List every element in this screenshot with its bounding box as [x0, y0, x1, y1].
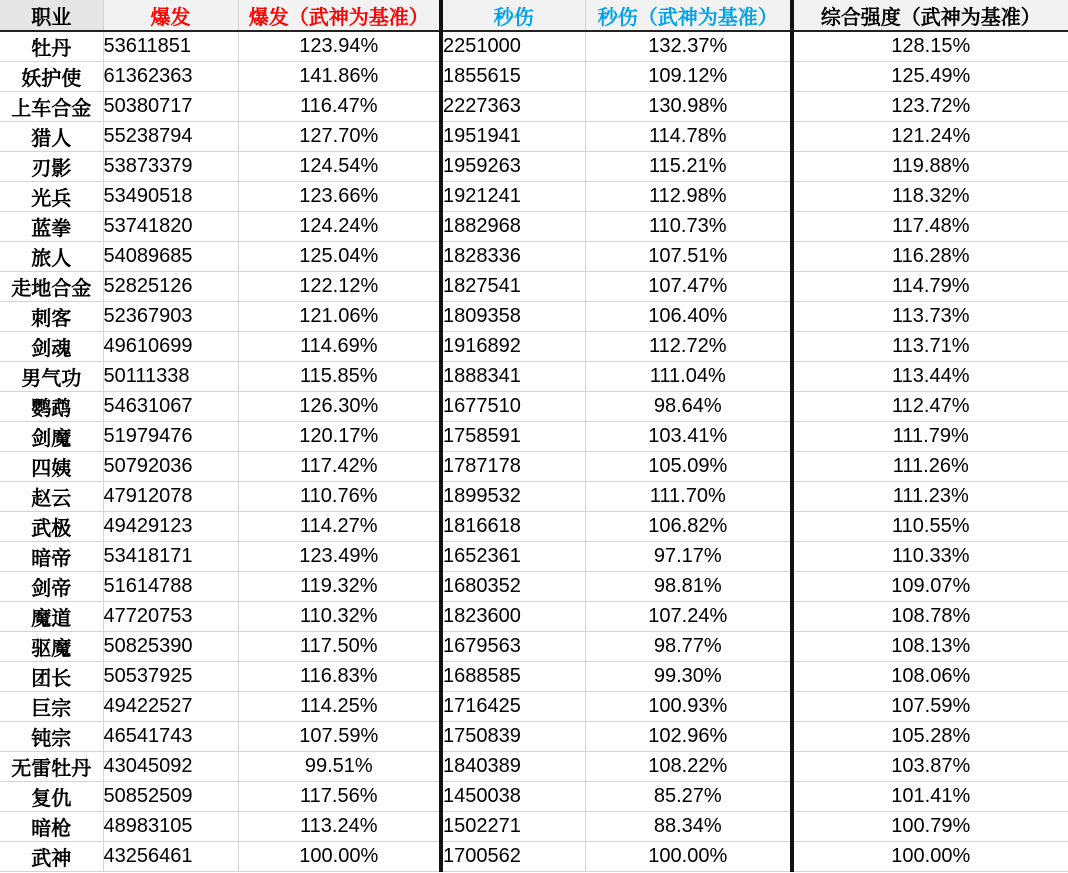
cell-burst[interactable]: 50380717: [103, 92, 238, 122]
cell-sec[interactable]: 1679563: [441, 632, 585, 662]
cell-burst[interactable]: 52367903: [103, 302, 238, 332]
cell-sec-ratio[interactable]: 106.82%: [585, 512, 792, 542]
header-burst[interactable]: 爆发: [103, 0, 238, 31]
table-row: [0, 662, 1068, 692]
table-row: [0, 722, 1068, 752]
header-sec[interactable]: 秒伤: [441, 0, 585, 31]
cell-overall[interactable]: 107.59%: [792, 692, 1068, 722]
cell-burst[interactable]: 52825126: [103, 272, 238, 302]
cell-burst-ratio[interactable]: 114.27%: [238, 512, 441, 542]
cell-sec[interactable]: 1787178: [441, 452, 585, 482]
cell-burst[interactable]: 47720753: [103, 602, 238, 632]
cell-overall[interactable]: 105.28%: [792, 722, 1068, 752]
cell-overall[interactable]: 110.33%: [792, 542, 1068, 572]
cell-job[interactable]: 钝宗: [0, 722, 103, 752]
cell-sec[interactable]: 1809358: [441, 302, 585, 332]
cell-job[interactable]: 驱魔: [0, 632, 103, 662]
cell-burst[interactable]: 53873379: [103, 152, 238, 182]
cell-burst[interactable]: 43256461: [103, 842, 238, 872]
cell-sec-ratio[interactable]: 98.77%: [585, 632, 792, 662]
cell-sec[interactable]: 1840389: [441, 752, 585, 782]
cell-burst[interactable]: 43045092: [103, 752, 238, 782]
table-row: [0, 482, 1068, 512]
cell-sec-ratio[interactable]: 107.51%: [585, 242, 792, 272]
cell-sec[interactable]: 1959263: [441, 152, 585, 182]
cell-job[interactable]: 赵云: [0, 482, 103, 512]
cell-job[interactable]: 四姨: [0, 452, 103, 482]
cell-overall[interactable]: 108.06%: [792, 662, 1068, 692]
cell-overall[interactable]: 109.07%: [792, 572, 1068, 602]
header-job[interactable]: 职业: [0, 0, 103, 31]
cell-burst[interactable]: 50537925: [103, 662, 238, 692]
cell-sec-ratio[interactable]: 97.17%: [585, 542, 792, 572]
cell-burst[interactable]: 51979476: [103, 422, 238, 452]
cell-sec[interactable]: 1828336: [441, 242, 585, 272]
cell-burst[interactable]: 61362363: [103, 62, 238, 92]
header-overall[interactable]: 综合强度（武神为基准）: [792, 0, 1068, 31]
table-body: [0, 31, 1068, 872]
cell-job[interactable]: 复仇: [0, 782, 103, 812]
cell-overall[interactable]: 100.79%: [792, 812, 1068, 842]
cell-burst-ratio[interactable]: 124.24%: [238, 212, 441, 242]
cell-job[interactable]: 暗帝: [0, 542, 103, 572]
table-row: [0, 242, 1068, 272]
cell-burst[interactable]: 54089685: [103, 242, 238, 272]
cell-overall[interactable]: 119.88%: [792, 152, 1068, 182]
cell-sec[interactable]: 1688585: [441, 662, 585, 692]
cell-sec[interactable]: 1652361: [441, 542, 585, 572]
cell-sec-ratio[interactable]: 112.72%: [585, 332, 792, 362]
table-row: [0, 752, 1068, 782]
cell-sec-ratio[interactable]: 99.30%: [585, 662, 792, 692]
cell-burst[interactable]: 50792036: [103, 452, 238, 482]
cell-burst-ratio[interactable]: 114.25%: [238, 692, 441, 722]
cell-sec-ratio[interactable]: 85.27%: [585, 782, 792, 812]
cell-job[interactable]: 巨宗: [0, 692, 103, 722]
cell-overall[interactable]: 121.24%: [792, 122, 1068, 152]
cell-job[interactable]: 鹦鹉: [0, 392, 103, 422]
cell-sec[interactable]: 1899532: [441, 482, 585, 512]
cell-job[interactable]: 牡丹: [0, 31, 103, 62]
cell-burst[interactable]: 51614788: [103, 572, 238, 602]
cell-sec[interactable]: 1700562: [441, 842, 585, 872]
cell-sec-ratio[interactable]: 103.41%: [585, 422, 792, 452]
table-row: [0, 62, 1068, 92]
cell-sec[interactable]: 2251000: [441, 31, 585, 62]
cell-burst[interactable]: 49422527: [103, 692, 238, 722]
cell-overall[interactable]: 111.79%: [792, 422, 1068, 452]
table-row: [0, 392, 1068, 422]
cell-job[interactable]: 男气功: [0, 362, 103, 392]
cell-sec-ratio[interactable]: 98.81%: [585, 572, 792, 602]
cell-sec-ratio[interactable]: 130.98%: [585, 92, 792, 122]
cell-sec[interactable]: 1680352: [441, 572, 585, 602]
cell-sec-ratio[interactable]: 110.73%: [585, 212, 792, 242]
cell-burst-ratio[interactable]: 117.56%: [238, 782, 441, 812]
cell-job[interactable]: 刃影: [0, 152, 103, 182]
cell-sec-ratio[interactable]: 106.40%: [585, 302, 792, 332]
cell-burst[interactable]: 47912078: [103, 482, 238, 512]
cell-overall[interactable]: 108.78%: [792, 602, 1068, 632]
cell-sec[interactable]: 1716425: [441, 692, 585, 722]
cell-sec[interactable]: 2227363: [441, 92, 585, 122]
cell-job[interactable]: 剑魂: [0, 332, 103, 362]
cell-burst[interactable]: 48983105: [103, 812, 238, 842]
cell-burst-ratio[interactable]: 99.51%: [238, 752, 441, 782]
cell-sec[interactable]: 1951941: [441, 122, 585, 152]
cell-burst[interactable]: 50852509: [103, 782, 238, 812]
cell-burst-ratio[interactable]: 123.66%: [238, 182, 441, 212]
table-header: [0, 0, 1068, 31]
cell-overall[interactable]: 118.32%: [792, 182, 1068, 212]
cell-burst-ratio[interactable]: 123.49%: [238, 542, 441, 572]
cell-sec[interactable]: 1921241: [441, 182, 585, 212]
cell-overall[interactable]: 103.87%: [792, 752, 1068, 782]
cell-sec[interactable]: 1827541: [441, 272, 585, 302]
cell-overall[interactable]: 113.44%: [792, 362, 1068, 392]
cell-burst[interactable]: 53490518: [103, 182, 238, 212]
cell-burst-ratio[interactable]: 107.59%: [238, 722, 441, 752]
cell-burst-ratio[interactable]: 117.50%: [238, 632, 441, 662]
table-row: [0, 122, 1068, 152]
cell-burst-ratio[interactable]: 116.83%: [238, 662, 441, 692]
cell-sec-ratio[interactable]: 111.70%: [585, 482, 792, 512]
cell-overall[interactable]: 117.48%: [792, 212, 1068, 242]
cell-burst-ratio[interactable]: 126.30%: [238, 392, 441, 422]
table-row: [0, 212, 1068, 242]
table-row: [0, 302, 1068, 332]
cell-job[interactable]: 暗枪: [0, 812, 103, 842]
cell-burst-ratio[interactable]: 113.24%: [238, 812, 441, 842]
cell-sec-ratio[interactable]: 100.93%: [585, 692, 792, 722]
cell-overall[interactable]: 125.49%: [792, 62, 1068, 92]
table-row: [0, 152, 1068, 182]
cell-burst-ratio[interactable]: 141.86%: [238, 62, 441, 92]
cell-overall[interactable]: 111.26%: [792, 452, 1068, 482]
cell-sec[interactable]: 1502271: [441, 812, 585, 842]
cell-burst[interactable]: 50111338: [103, 362, 238, 392]
cell-burst-ratio[interactable]: 125.04%: [238, 242, 441, 272]
cell-burst-ratio[interactable]: 116.47%: [238, 92, 441, 122]
cell-sec-ratio[interactable]: 112.98%: [585, 182, 792, 212]
cell-sec-ratio[interactable]: 107.47%: [585, 272, 792, 302]
table-row: [0, 812, 1068, 842]
table-row: [0, 572, 1068, 602]
cell-sec-ratio[interactable]: 88.34%: [585, 812, 792, 842]
cell-sec[interactable]: 1450038: [441, 782, 585, 812]
table-row: [0, 422, 1068, 452]
cell-sec[interactable]: 1750839: [441, 722, 585, 752]
cell-sec-ratio[interactable]: 114.78%: [585, 122, 792, 152]
cell-job[interactable]: 旅人: [0, 242, 103, 272]
cell-overall[interactable]: 112.47%: [792, 392, 1068, 422]
cell-job[interactable]: 蓝拳: [0, 212, 103, 242]
cell-sec[interactable]: 1882968: [441, 212, 585, 242]
cell-job[interactable]: 刺客: [0, 302, 103, 332]
cell-sec[interactable]: 1758591: [441, 422, 585, 452]
cell-burst-ratio[interactable]: 114.69%: [238, 332, 441, 362]
cell-overall[interactable]: 100.00%: [792, 842, 1068, 872]
table-row: [0, 272, 1068, 302]
cell-burst[interactable]: 53741820: [103, 212, 238, 242]
cell-overall[interactable]: 128.15%: [792, 31, 1068, 62]
cell-burst-ratio[interactable]: 115.85%: [238, 362, 441, 392]
cell-overall[interactable]: 108.13%: [792, 632, 1068, 662]
table-row: [0, 362, 1068, 392]
cell-job[interactable]: 光兵: [0, 182, 103, 212]
cell-burst-ratio[interactable]: 110.76%: [238, 482, 441, 512]
cell-sec-ratio[interactable]: 111.04%: [585, 362, 792, 392]
cell-job[interactable]: 魔道: [0, 602, 103, 632]
cell-job[interactable]: 剑帝: [0, 572, 103, 602]
cell-sec[interactable]: 1677510: [441, 392, 585, 422]
cell-burst-ratio[interactable]: 117.42%: [238, 452, 441, 482]
table-row: [0, 31, 1068, 62]
cell-overall[interactable]: 111.23%: [792, 482, 1068, 512]
cell-overall[interactable]: 101.41%: [792, 782, 1068, 812]
cell-burst-ratio[interactable]: 110.32%: [238, 602, 441, 632]
table-row: [0, 842, 1068, 872]
cell-burst-ratio[interactable]: 122.12%: [238, 272, 441, 302]
cell-sec-ratio[interactable]: 107.24%: [585, 602, 792, 632]
cell-sec-ratio[interactable]: 132.37%: [585, 31, 792, 62]
cell-job[interactable]: 武神: [0, 842, 103, 872]
cell-burst[interactable]: 53418171: [103, 542, 238, 572]
cell-sec[interactable]: 1823600: [441, 602, 585, 632]
cell-burst[interactable]: 53611851: [103, 31, 238, 62]
table-row: [0, 332, 1068, 362]
cell-sec-ratio[interactable]: 98.64%: [585, 392, 792, 422]
table-row: [0, 782, 1068, 812]
cell-burst[interactable]: 49429123: [103, 512, 238, 542]
cell-job[interactable]: 无雷牡丹: [0, 752, 103, 782]
cell-burst[interactable]: 46541743: [103, 722, 238, 752]
cell-burst-ratio[interactable]: 120.17%: [238, 422, 441, 452]
cell-overall[interactable]: 116.28%: [792, 242, 1068, 272]
cell-job[interactable]: 走地合金: [0, 272, 103, 302]
cell-sec-ratio[interactable]: 102.96%: [585, 722, 792, 752]
table-row: [0, 632, 1068, 662]
header-row: [0, 0, 1068, 31]
header-sec-ratio[interactable]: 秒伤（武神为基准）: [585, 0, 792, 31]
cell-burst-ratio[interactable]: 124.54%: [238, 152, 441, 182]
cell-overall[interactable]: 113.71%: [792, 332, 1068, 362]
cell-job[interactable]: 武极: [0, 512, 103, 542]
cell-burst-ratio[interactable]: 119.32%: [238, 572, 441, 602]
cell-overall[interactable]: 110.55%: [792, 512, 1068, 542]
cell-burst[interactable]: 55238794: [103, 122, 238, 152]
cell-sec-ratio[interactable]: 100.00%: [585, 842, 792, 872]
cell-job[interactable]: 团长: [0, 662, 103, 692]
cell-sec[interactable]: 1855615: [441, 62, 585, 92]
cell-overall[interactable]: 123.72%: [792, 92, 1068, 122]
cell-burst[interactable]: 50825390: [103, 632, 238, 662]
cell-burst-ratio[interactable]: 123.94%: [238, 31, 441, 62]
cell-overall[interactable]: 114.79%: [792, 272, 1068, 302]
cell-sec-ratio[interactable]: 109.12%: [585, 62, 792, 92]
table-row: [0, 602, 1068, 632]
table-row: [0, 542, 1068, 572]
cell-job[interactable]: 上车合金: [0, 92, 103, 122]
cell-burst[interactable]: 49610699: [103, 332, 238, 362]
table-row: [0, 182, 1068, 212]
cell-sec-ratio[interactable]: 115.21%: [585, 152, 792, 182]
table-row: [0, 692, 1068, 722]
cell-sec-ratio[interactable]: 105.09%: [585, 452, 792, 482]
cell-burst-ratio[interactable]: 100.00%: [238, 842, 441, 872]
header-burst-ratio[interactable]: 爆发（武神为基准）: [238, 0, 441, 31]
cell-burst-ratio[interactable]: 121.06%: [238, 302, 441, 332]
cell-burst[interactable]: 54631067: [103, 392, 238, 422]
cell-sec[interactable]: 1888341: [441, 362, 585, 392]
table-row: [0, 92, 1068, 122]
cell-sec[interactable]: 1816618: [441, 512, 585, 542]
cell-job[interactable]: 猎人: [0, 122, 103, 152]
cell-burst-ratio[interactable]: 127.70%: [238, 122, 441, 152]
table-row: [0, 452, 1068, 482]
cell-job[interactable]: 剑魔: [0, 422, 103, 452]
cell-overall[interactable]: 113.73%: [792, 302, 1068, 332]
table-row: [0, 512, 1068, 542]
cell-sec[interactable]: 1916892: [441, 332, 585, 362]
cell-job[interactable]: 妖护使: [0, 62, 103, 92]
cell-sec-ratio[interactable]: 108.22%: [585, 752, 792, 782]
